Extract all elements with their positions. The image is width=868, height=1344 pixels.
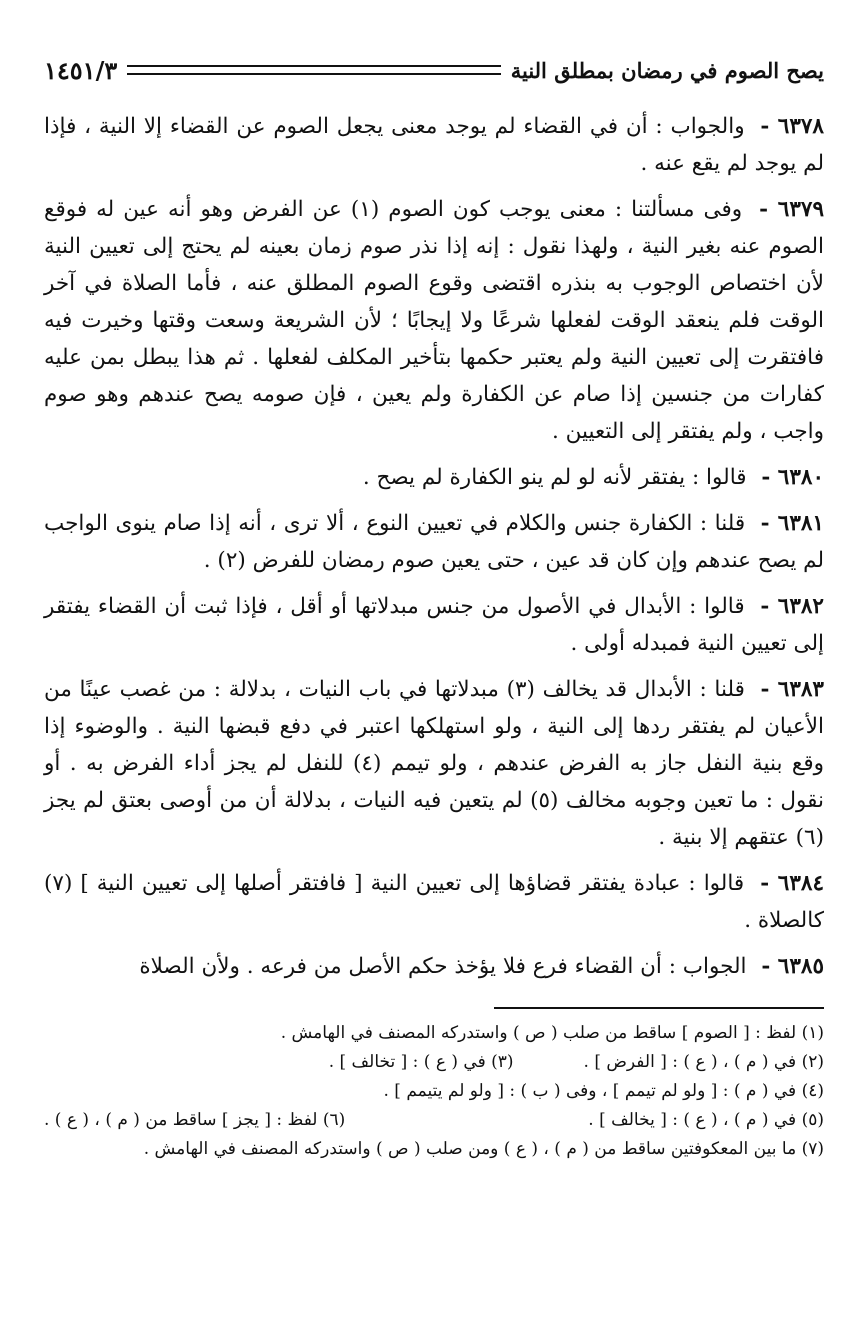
footnote-separator [494,1007,824,1009]
running-title: يصح الصوم في رمضان بمطلق النية [510,57,824,83]
paragraph-text: الجواب : أن القضاء فرع فلا يؤخذ حكم الأصل من فرعه . ولأن الصلاة [139,954,747,979]
footnote-row [44,1135,824,1164]
footnotes [44,1019,824,1164]
footnote-3: (٣) في ( ع ) : [ تخالف ] . [328,1052,514,1072]
page-header [44,50,824,90]
paragraph-number: ٦٣٧٩ - [759,197,824,222]
paragraph-6383 [44,671,824,856]
paragraph-number: ٦٣٨٠ - [761,465,824,490]
paragraph-number: ٦٣٨٣ - [760,677,824,702]
page-number: ١٤٥١/٣ [44,55,118,85]
paragraph-6381 [44,505,824,579]
paragraph-6385 [44,948,824,985]
footnote-row [44,1048,824,1077]
paragraph-text: قالوا : يفتقر لأنه لو لم ينو الكفارة لم يصح . [362,465,747,490]
paragraph-text: قلنا : الكفارة جنس والكلام في تعيين النوع ، ألا ترى ، أنه إذا صام ينوى الواجب لم يصح عندهم وإن كان قد عين ، حتى يعين صوم رمضان للفرض (٢) . [44,511,824,573]
footnote-row [44,1019,824,1048]
paragraph-text: والجواب : أن في القضاء لم يوجد معنى يجعل الصوم عن القضاء إلا النية ، فإذا لم يوجد لم يقع عنه . [44,114,824,176]
paragraph-6378 [44,108,824,182]
footnote-2: (٢) في ( م ) ، ( ع ) : [ الفرض ] . [583,1052,824,1072]
paragraph-number: ٦٣٨٥ - [761,954,824,979]
header-rule [127,65,501,75]
paragraph-text: وفى مسألتنا : معنى يوجب كون الصوم (١) عن الفرض وهو أنه عين له فوقع الصوم عنه بغير النية ، ولهذا نقول : إنه إذا نذر صوم زمان بعينه لم يحتج إلى تعيين النية لأن اختصاص الوجوب به بنذره اقتضى وقوع الصوم المطلق عنه ، فأما الصلاة في آخر الوقت فلم ينعقد الوقت لفعلها شرعًا ولا إيجابًا ؛ لأن الشريعة وسعت وقتها وخيرت فيه فافتقرت إلى تعيين النية ولم يعتبر حكمها بتأخير المكلف لفعلها . ثم هذا يبطل بمن عليه كفارات من جنسين إذا صام عن الكفارة ولم يعين ، فإن صومه يصح عندهم وهو صوم واجب ، ولم يفتقر إلى التعيين . [44,197,824,444]
footnote-7: (٧) ما بين المعكوفتين ساقط من ( م ) ، ( ع ) ومن صلب ( ص ) واستدركه المصنف في الهامش . [143,1139,824,1159]
footnote-5: (٥) في ( م ) ، ( ع ) : [ يخالف ] . [588,1110,824,1130]
footnote-1: (١) لفظ : [ الصوم ] ساقط من صلب ( ص ) واستدركه المصنف في الهامش . [280,1023,824,1043]
paragraph-number: ٦٣٨٤ - [760,871,824,896]
paragraph-6382 [44,588,824,662]
paragraph-text: قلنا : الأبدال قد يخالف (٣) مبدلاتها في باب النيات ، بدلالة : من غصب عينًا من الأعيان لم يفتقر ردها إلى النية ، ولو استهلكها اعتبر في دفع قبضها النية . والوضوء إذا وقع بنية النفل جاز به الفرض عندهم ، ولو تيمم (٤) للنفل لم يجز أداء الفرض به . أو نقول : ما تعين وجوبه مخالف (٥) لم يتعين فيه النيات ، بدلالة أن من أوصى بعتق لم يجز (٦) عتقهم إلا بنية . [44,677,824,850]
footnote-row [44,1077,824,1106]
paragraph-6380 [44,459,824,496]
footnote-6: (٦) لفظ : [ يجز ] ساقط من ( م ) ، ( ع ) . [44,1110,346,1130]
paragraph-6379 [44,191,824,450]
paragraph-text: قالوا : عبادة يفتقر قضاؤها إلى تعيين النية [ فافتقر أصلها إلى تعيين النية ] (٧) كالصلاة . [44,871,824,933]
footnote-row [44,1106,824,1135]
footnote-4: (٤) في ( م ) : [ ولو لم تيمم ] ، وفى ( ب ) : [ ولو لم يتيمم ] . [383,1081,824,1101]
paragraph-number: ٦٣٨١ - [760,511,824,536]
paragraph-number: ٦٣٧٨ - [760,114,824,139]
main-text [44,108,824,985]
paragraph-number: ٦٣٨٢ - [760,594,824,619]
paragraph-text: قالوا : الأبدال في الأصول من جنس مبدلاتها أو أقل ، فإذا ثبت أن القضاء يفتقر إلى تعيين النية فمبدله أولى . [44,594,824,656]
paragraph-6384 [44,865,824,939]
